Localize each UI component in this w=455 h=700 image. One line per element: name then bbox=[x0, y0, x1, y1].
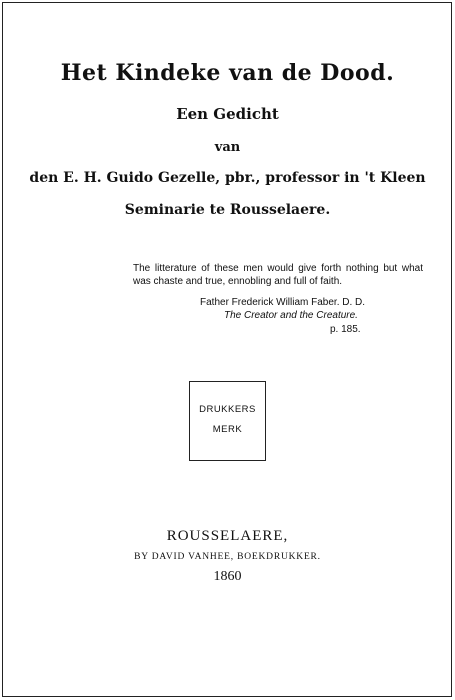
book-title: Het Kindeke van de Dood. bbox=[60, 60, 395, 86]
subtitle: Een Gedicht bbox=[176, 105, 279, 123]
imprint-year: 1860 bbox=[213, 569, 242, 584]
printer-mark-line2: MERK bbox=[212, 424, 243, 435]
printer-mark-line1: DRUKKERS bbox=[199, 404, 256, 415]
by-word: van bbox=[214, 140, 241, 155]
printer-mark-box bbox=[189, 381, 266, 461]
epigraph-author: Father Frederick William Faber. D. D. bbox=[200, 297, 366, 308]
imprint-city: ROUSSELAERE, bbox=[166, 528, 289, 544]
epigraph-work: The Creator and the Creature. bbox=[224, 310, 358, 321]
imprint-printer: BY DAVID VANHEE, BOEKDRUKKER. bbox=[134, 552, 321, 562]
institution-line: Seminarie te Rousselaere. bbox=[124, 202, 331, 218]
author-line: den E. H. Guido Gezelle, pbr., professor in 't Kleen bbox=[29, 170, 426, 186]
epigraph-page: p. 185. bbox=[330, 324, 361, 335]
epigraph-text: The litterature of these men would give forth nothing but what was chaste and true, ennobling and full of faith. bbox=[133, 263, 423, 287]
